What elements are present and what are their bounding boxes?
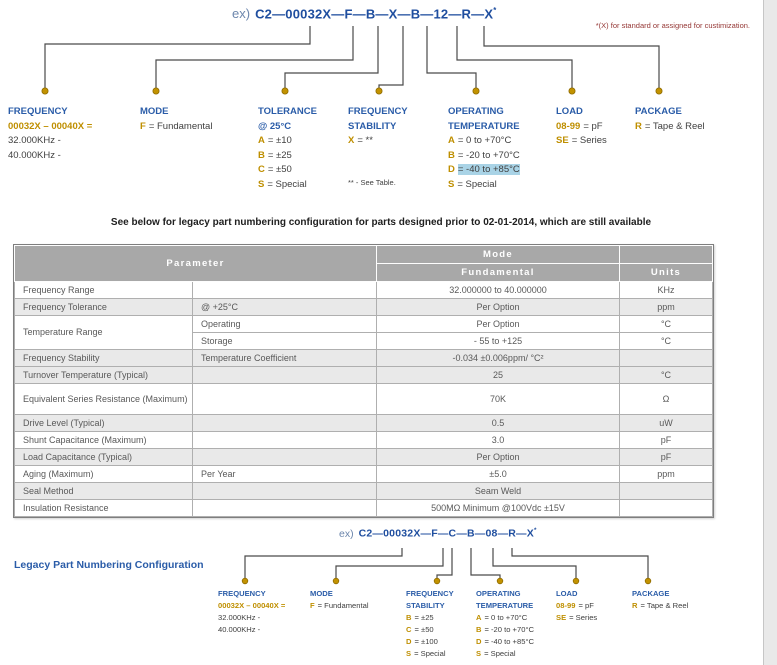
spec-row — [15, 384, 713, 415]
option-code: S — [406, 649, 412, 658]
legend-option — [476, 648, 534, 660]
legend-option — [406, 636, 454, 648]
legend-option — [258, 178, 317, 193]
legend-column — [448, 105, 520, 192]
spec-cell: Shunt Capacitance (Maximum) — [15, 432, 193, 449]
spec-cell: 0.5 — [377, 415, 620, 432]
spec-cell: Storage — [193, 333, 377, 350]
header-mode: Mode — [377, 246, 620, 264]
connector-line — [457, 26, 572, 88]
option-value: = ±25 — [267, 149, 292, 161]
spec-cell: Temperature Coefficient — [193, 350, 377, 367]
spec-cell: Operating — [193, 316, 377, 333]
connector-dot — [153, 88, 159, 94]
option-value: = Special — [457, 178, 497, 190]
connector-line — [437, 548, 452, 578]
legend-option — [632, 600, 688, 612]
example-prefix: ex) — [232, 6, 251, 22]
connector-line — [336, 548, 443, 578]
option-code: S — [258, 178, 265, 190]
option-value: = Series — [571, 135, 607, 146]
option-value: = ±25 — [414, 613, 434, 622]
legend-option — [8, 149, 95, 164]
legend-header-line: LOAD — [556, 589, 578, 598]
spec-cell: °C — [620, 367, 713, 384]
legend-option — [406, 624, 454, 636]
connector-dot — [282, 88, 288, 94]
option-code: X — [348, 135, 355, 146]
legend-option — [406, 648, 454, 660]
spec-table — [14, 245, 713, 517]
spec-cell: Temperature Range — [15, 316, 193, 350]
legend-column-header — [556, 105, 607, 120]
option-value: 40.000KHz - — [8, 149, 61, 161]
legend-column — [556, 105, 607, 149]
option-code: R — [635, 120, 642, 132]
connector-line — [156, 26, 353, 88]
connector-line — [427, 26, 476, 88]
legend-column-header — [632, 588, 688, 600]
legend-header-line: @ 25°C — [258, 120, 292, 132]
legend-option — [476, 612, 534, 624]
legend-header-line: STABILITY — [406, 601, 445, 610]
legend-column — [406, 588, 454, 660]
legend-option — [258, 134, 317, 149]
legend-option — [556, 120, 607, 135]
spec-cell — [193, 432, 377, 449]
legend-option — [448, 163, 520, 178]
legend-option — [218, 612, 288, 624]
legend-option — [556, 600, 597, 612]
spec-cell: Load Capacitance (Typical) — [15, 449, 193, 466]
option-value: = Series — [569, 613, 598, 622]
option-code: R — [632, 601, 638, 610]
legend-column — [310, 588, 369, 612]
option-code: 08-99 — [556, 120, 581, 132]
spec-cell — [620, 350, 713, 367]
option-code: 00032X – 00040X = — [8, 120, 93, 132]
legend-option — [556, 612, 597, 624]
legend-header-line: MODE — [310, 589, 333, 598]
option-value: 40.000KHz - — [218, 625, 261, 634]
legend-column-header — [8, 105, 95, 120]
connector-dot — [333, 578, 339, 584]
spec-row — [15, 415, 713, 432]
option-code: S — [448, 178, 455, 190]
spec-cell: ppm — [620, 299, 713, 316]
spec-cell — [193, 449, 377, 466]
spec-cell: @ +25°C — [193, 299, 377, 316]
spec-row — [15, 483, 713, 500]
spec-row — [15, 449, 713, 466]
option-code: C — [406, 625, 412, 634]
option-code: A — [258, 135, 265, 146]
option-value: = -20 to +70°C — [484, 625, 534, 634]
option-code: SE — [556, 135, 569, 146]
legend-column-header — [218, 588, 288, 600]
option-value: = pF — [583, 120, 603, 132]
legend-column — [258, 105, 317, 192]
legend-header-line: FREQUENCY — [406, 589, 454, 598]
option-code: F — [310, 601, 315, 610]
spec-cell: 3.0 — [377, 432, 620, 449]
spec-cell: uW — [620, 415, 713, 432]
legend-column — [348, 105, 408, 190]
legend-header-line: FREQUENCY — [348, 106, 408, 117]
part-number-text: C2—00032X—F—B—X—B—12—R—X — [255, 6, 494, 22]
connector-dot — [497, 578, 503, 584]
spec-row — [15, 282, 713, 299]
spec-table-body — [15, 282, 713, 517]
option-code: F — [140, 120, 146, 132]
spec-cell: Equivalent Series Resistance (Maximum) — [15, 384, 193, 415]
option-value: = ±50 — [267, 164, 292, 175]
option-value: = Special — [484, 649, 516, 658]
spec-cell: Aging (Maximum) — [15, 466, 193, 483]
option-code: B — [258, 149, 265, 161]
spec-cell: Seam Weld — [377, 483, 620, 500]
legend-header-line: OPERATING — [476, 589, 521, 598]
legacy-availability-note: See below for legacy part numbering configuration for parts designed prior to 02-01-2014, which are still available — [110, 217, 652, 228]
spec-row — [15, 350, 713, 367]
legend-option — [8, 134, 95, 149]
spec-cell: pF — [620, 432, 713, 449]
connector-dot — [645, 578, 651, 584]
header-fundamental: Fundamental — [377, 264, 620, 282]
header-parameter: Parameter — [15, 246, 377, 282]
connector-line — [245, 548, 402, 578]
connector-dot — [42, 88, 48, 94]
legend-header-line: TEMPERATURE — [476, 601, 534, 610]
legend-header-line: FREQUENCY — [218, 589, 266, 598]
spec-cell: °C — [620, 316, 713, 333]
example-prefix: ex) — [339, 527, 354, 540]
legend-header-line: TEMPERATURE — [448, 120, 520, 132]
option-value: = Fundamental — [148, 120, 213, 132]
spec-row — [15, 367, 713, 384]
option-value: = Tape & Reel — [640, 601, 689, 610]
legend-option — [218, 600, 288, 612]
legend-option — [140, 120, 212, 135]
connector-dot — [569, 88, 575, 94]
spec-cell — [193, 415, 377, 432]
spec-cell — [620, 500, 713, 517]
spec-table-header — [15, 246, 713, 282]
spec-cell — [193, 367, 377, 384]
connector-line — [512, 548, 648, 578]
legend-option — [556, 134, 607, 149]
spec-cell: Per Option — [377, 449, 620, 466]
option-value: = pF — [578, 601, 594, 610]
connector-dot — [573, 578, 579, 584]
option-value: = ±10 — [267, 135, 292, 146]
option-value: = Special — [414, 649, 446, 658]
connector-line — [493, 548, 576, 578]
legend-header-line: PACKAGE — [635, 106, 682, 117]
legend-option — [8, 120, 95, 135]
see-table-footnote: ** - See Table. — [348, 177, 396, 187]
legend-column-header — [140, 105, 212, 120]
option-code: B — [476, 625, 482, 634]
spec-cell: KHz — [620, 282, 713, 299]
connector-line — [45, 26, 310, 88]
option-code: 00032X – 00040X = — [218, 601, 286, 610]
option-value: = ±100 — [414, 637, 438, 646]
spec-cell — [193, 282, 377, 299]
option-value: 32.000KHz - — [218, 613, 261, 622]
page-edge-strip — [763, 0, 777, 665]
header-units-spacer — [620, 246, 713, 264]
legend-column-header — [448, 105, 520, 134]
legend-column-header — [258, 105, 317, 134]
legend-column-header — [476, 588, 534, 612]
legend-option — [258, 163, 317, 178]
option-value: = Special — [267, 178, 307, 190]
spec-cell: Frequency Stability — [15, 350, 193, 367]
legend-option — [635, 120, 705, 135]
option-code: D — [406, 637, 412, 646]
legend-column-header — [406, 588, 454, 612]
spec-cell: Drive Level (Typical) — [15, 415, 193, 432]
option-value-highlighted: = -40 to +85°C — [457, 164, 520, 175]
option-value: = ** — [357, 135, 373, 146]
legend-column-header — [556, 588, 597, 600]
spec-row — [15, 316, 713, 333]
spec-cell: Frequency Tolerance — [15, 299, 193, 316]
spec-row — [15, 299, 713, 316]
spec-cell: -0.034 ±0.006ppm/ °C² — [377, 350, 620, 367]
option-code: S — [476, 649, 482, 658]
spec-cell: ppm — [620, 466, 713, 483]
option-value: = -20 to +70°C — [457, 149, 520, 161]
spec-cell: pF — [620, 449, 713, 466]
legend-header-line: OPERATING — [448, 106, 504, 117]
legend-option — [218, 624, 288, 636]
part-number-asterisk: * — [533, 527, 537, 534]
legend-header-line: TOLERANCE — [258, 106, 317, 117]
spec-cell: 32.000000 to 40.000000 — [377, 282, 620, 299]
legend-column — [476, 588, 534, 660]
option-value: 32.000KHz - — [8, 135, 61, 146]
part-number-asterisk: * — [493, 6, 497, 15]
option-code: B — [406, 613, 412, 622]
top-connector-tree — [0, 0, 777, 104]
option-value: = 0 to +70°C — [484, 613, 528, 622]
connector-line — [285, 26, 378, 88]
connector-dot — [434, 578, 440, 584]
legend-header-line: LOAD — [556, 106, 583, 117]
connector-dot — [376, 88, 382, 94]
option-code: D — [476, 637, 482, 646]
legend-option — [406, 612, 454, 624]
legend-option — [310, 600, 369, 612]
legend-option — [258, 149, 317, 164]
legend-header-line: PACKAGE — [632, 589, 670, 598]
legacy-connector-tree — [0, 520, 777, 590]
spec-cell — [193, 384, 377, 415]
spec-cell: Per Option — [377, 316, 620, 333]
spec-cell: 70K — [377, 384, 620, 415]
connector-dot — [242, 578, 248, 584]
option-code: 08-99 — [556, 601, 576, 610]
legend-column — [140, 105, 212, 134]
spec-cell: Frequency Range — [15, 282, 193, 299]
spec-cell: °C — [620, 333, 713, 350]
option-value: = 0 to +70°C — [457, 135, 512, 146]
option-value: = -40 to +85°C — [484, 637, 534, 646]
connector-dot — [473, 88, 479, 94]
option-code: B — [448, 149, 455, 161]
connector-line — [471, 548, 500, 578]
legend-option — [348, 134, 408, 149]
spec-cell — [193, 500, 377, 517]
legend-column-header — [310, 588, 369, 600]
spec-cell: Insulation Resistance — [15, 500, 193, 517]
legend-option — [476, 636, 534, 648]
legend-header-line: MODE — [140, 106, 169, 117]
option-code: A — [476, 613, 482, 622]
legend-option — [448, 178, 520, 193]
connector-line — [379, 26, 403, 88]
legend-option — [448, 134, 520, 149]
spec-cell: - 55 to +125 — [377, 333, 620, 350]
option-value: = ±50 — [414, 625, 434, 634]
spec-cell: ±5.0 — [377, 466, 620, 483]
spec-cell: Turnover Temperature (Typical) — [15, 367, 193, 384]
spec-cell: Ω — [620, 384, 713, 415]
legend-column-header — [348, 105, 408, 134]
option-value: = Fundamental — [317, 601, 369, 610]
spec-cell: Per Option — [377, 299, 620, 316]
spec-cell: Seal Method — [15, 483, 193, 500]
spec-cell: Per Year — [193, 466, 377, 483]
spec-row — [15, 466, 713, 483]
legend-option — [476, 624, 534, 636]
legend-header-line: STABILITY — [348, 120, 397, 132]
spec-cell — [193, 483, 377, 500]
option-value: = Tape & Reel — [644, 120, 705, 132]
legend-header-line: FREQUENCY — [8, 106, 68, 117]
spec-cell: 25 — [377, 367, 620, 384]
legend-column — [635, 105, 705, 134]
option-code: A — [448, 135, 455, 146]
legacy-section-title: Legacy Part Numbering Configuration — [14, 559, 204, 571]
legend-column — [556, 588, 597, 624]
spec-cell — [620, 483, 713, 500]
legend-column-header — [635, 105, 705, 120]
part-number-text: C2—00032X—F—C—B—08—R—X — [358, 527, 534, 540]
spec-cell: 500MΩ Minimum @100Vdc ±15V — [377, 500, 620, 517]
legend-column — [8, 105, 95, 163]
option-code: D — [448, 164, 455, 175]
legend-option — [448, 149, 520, 164]
option-code: SE — [556, 613, 567, 622]
spec-table-wrap — [13, 244, 714, 518]
connector-dot — [656, 88, 662, 94]
header-units: Units — [620, 264, 713, 282]
legend-column — [632, 588, 688, 612]
customization-note: *(X) for standard or assigned for custimization. — [595, 21, 750, 30]
option-code: C — [258, 164, 265, 175]
spec-row — [15, 432, 713, 449]
legend-column — [218, 588, 288, 636]
spec-row — [15, 500, 713, 517]
